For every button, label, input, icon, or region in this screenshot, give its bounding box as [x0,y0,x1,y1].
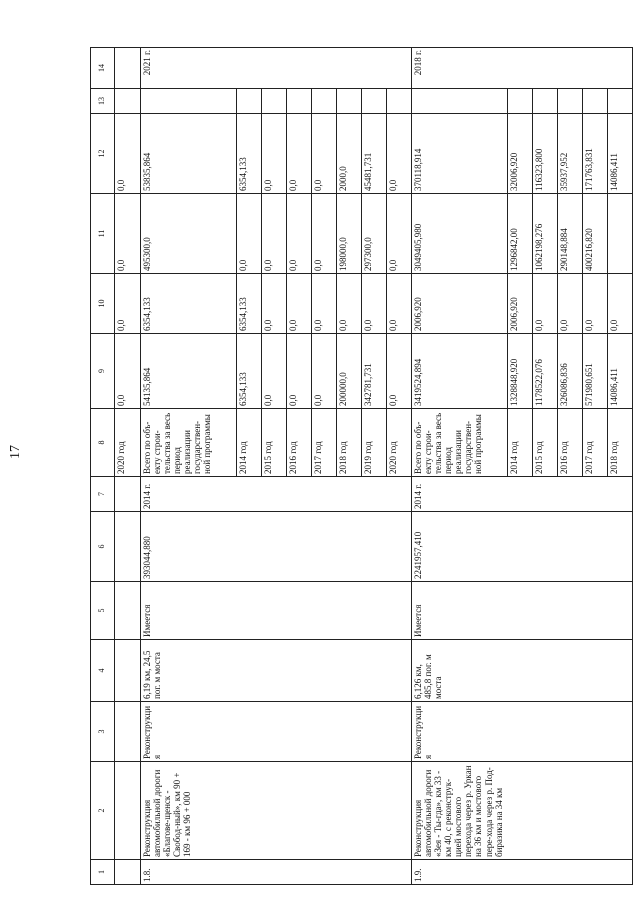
empty-cell [387,89,412,114]
value-cell: 0,0 [287,274,312,334]
value-cell: 171763,831 [583,114,608,194]
header-cell: 7 [91,477,115,512]
value-cell: 326086,836 [558,334,583,409]
empty-cell [558,89,583,114]
empty-cell [115,762,141,860]
period-cell: 2014 год [508,409,533,477]
rotated-table-wrapper [90,48,619,885]
empty-cell [312,89,337,114]
value-cell: 0,0 [312,114,337,194]
header-cell: 1 [91,860,115,885]
period-cell: 2018 год [608,409,633,477]
value-cell: 0,0 [287,194,312,274]
header-cell: 13 [91,89,115,114]
period-cell: Всего по объ-екту строи-тельства за весь период реализации государствен-ной программы [141,409,237,477]
value-cell: 14086,411 [608,114,633,194]
value-cell: 0,0 [115,114,141,194]
empty-cell [412,89,508,114]
value-cell: 0,0 [387,334,412,409]
value-cell: 45481,731 [362,114,387,194]
header-cell: 4 [91,640,115,702]
value-cell: 0,0 [287,114,312,194]
end-year-cell: 2018 г. [412,48,633,89]
value-cell: 198000,0 [337,194,362,274]
work-type-cell: Реконструкция [412,702,633,762]
value-cell: 290148,884 [558,194,583,274]
value-cell: 1062198,276 [533,194,558,274]
empty-cell [608,89,633,114]
table-row [115,48,141,885]
design-docs-cell: Имеется [412,582,633,640]
value-cell: 2006,920 [412,274,508,334]
design-docs-cell: Имеется [141,582,412,640]
value-cell: 32006,920 [508,114,533,194]
value-cell: 0,0 [387,114,412,194]
empty-cell [337,89,362,114]
object-name-cell: Реконструкция автомобильной дороги «Зея - Ты-гда», км 33 - км 40, с реконструк-цией мостового перехода через р. Уркан на 36 км и мостового пере-хода через р. Под-биразика на 34 км [412,762,633,860]
empty-cell [115,477,141,512]
value-cell: 0,0 [337,274,362,334]
header-cell: 8 [91,409,115,477]
value-cell: 0,0 [583,274,608,334]
period-cell: 2017 год [312,409,337,477]
header-cell: 5 [91,582,115,640]
period-cell: 2014 год [237,409,262,477]
value-cell: 0,0 [237,194,262,274]
value-cell: 1328848,920 [508,334,533,409]
empty-cell [362,89,387,114]
row-number-cell: 1.8. [141,860,412,885]
start-year-cell: 2014 г. [141,477,412,512]
period-cell: 2019 год [362,409,387,477]
value-cell: 2006,920 [508,274,533,334]
value-cell: 0,0 [262,334,287,409]
value-cell: 6354,133 [237,274,262,334]
value-cell: 14086,411 [608,334,633,409]
empty-cell [141,89,237,114]
value-cell: 0,0 [558,274,583,334]
value-cell: 0,0 [262,194,287,274]
empty-cell [115,582,141,640]
value-cell: 0,0 [533,274,558,334]
period-cell: 2018 год [337,409,362,477]
header-cell: 9 [91,334,115,409]
estimated-cost-cell: 393044,880 [141,512,412,582]
header-cell: 11 [91,194,115,274]
empty-cell [583,89,608,114]
header-cell: 14 [91,48,115,89]
header-cell: 12 [91,114,115,194]
empty-cell [115,640,141,702]
work-type-cell: Реконструкция [141,702,412,762]
value-cell: 0,0 [115,274,141,334]
empty-cell [287,89,312,114]
value-cell: 0,0 [262,274,287,334]
capacity-cell: 6,126 км, 485,8 пог. м моста [412,640,633,702]
value-cell: 53835,864 [141,114,237,194]
value-cell: 0,0 [115,334,141,409]
header-row [91,48,115,885]
value-cell [608,194,633,274]
investment-table [90,47,633,885]
value-cell: 0,0 [608,274,633,334]
period-cell: 2020 год [387,409,412,477]
header-cell: 10 [91,274,115,334]
value-cell: 400216,820 [583,194,608,274]
capacity-cell: 6,19 км, 24,5 пог. м моста [141,640,412,702]
empty-cell [262,89,287,114]
value-cell: 0,0 [262,114,287,194]
value-cell: 35937,952 [558,114,583,194]
value-cell: 1178522,076 [533,334,558,409]
value-cell: 6354,133 [237,334,262,409]
period-cell: Всего по объ-екту строи-тельства за весь период реализации государствен-ной программы [412,409,508,477]
empty-cell [237,89,262,114]
value-cell: 0,0 [362,274,387,334]
period-cell: 2017 год [583,409,608,477]
value-cell: 2000,0 [337,114,362,194]
value-cell: 1296842,00 [508,194,533,274]
period-cell: 2015 год [262,409,287,477]
estimated-cost-cell: 2241957,410 [412,512,633,582]
empty-cell [533,89,558,114]
value-cell: 0,0 [387,274,412,334]
start-year-cell: 2014 г. [412,477,633,512]
empty-cell [115,512,141,582]
period-cell: 2015 год [533,409,558,477]
row-number-cell: 1.9. [412,860,633,885]
object-name-cell: Реконструкция автомобильной дороги «Благове-щенск - Свобод-ный», км 90 + 169 - км 96 + 000 [141,762,412,860]
value-cell: 0,0 [287,334,312,409]
empty-cell [115,860,141,885]
end-year-cell: 2021 г. [141,48,412,89]
header-cell: 3 [91,702,115,762]
empty-cell [115,702,141,762]
period-cell: 2020 год [115,409,141,477]
value-cell: 0,0 [387,194,412,274]
value-cell: 54135,864 [141,334,237,409]
table-stage [90,48,619,885]
empty-cell [115,48,141,89]
period-cell: 2016 год [287,409,312,477]
value-cell: 0,0 [312,274,337,334]
value-cell: 0,0 [312,194,337,274]
period-cell: 2016 год [558,409,583,477]
empty-cell [115,89,141,114]
value-cell: 3419524,894 [412,334,508,409]
value-cell: 495300,0 [141,194,237,274]
value-cell: 200000,0 [337,334,362,409]
value-cell: 116323,800 [533,114,558,194]
value-cell: 6354,133 [237,114,262,194]
value-cell: 370118,914 [412,114,508,194]
value-cell: 3049405,980 [412,194,508,274]
value-cell: 6354,133 [141,274,237,334]
table-row [412,48,508,885]
header-cell: 2 [91,762,115,860]
value-cell: 0,0 [115,194,141,274]
empty-cell [508,89,533,114]
header-cell: 6 [91,512,115,582]
value-cell: 571980,651 [583,334,608,409]
value-cell: 0,0 [312,334,337,409]
table-row [141,48,237,885]
value-cell: 297300,0 [362,194,387,274]
page-number: 17 [8,445,23,459]
value-cell: 342781,731 [362,334,387,409]
